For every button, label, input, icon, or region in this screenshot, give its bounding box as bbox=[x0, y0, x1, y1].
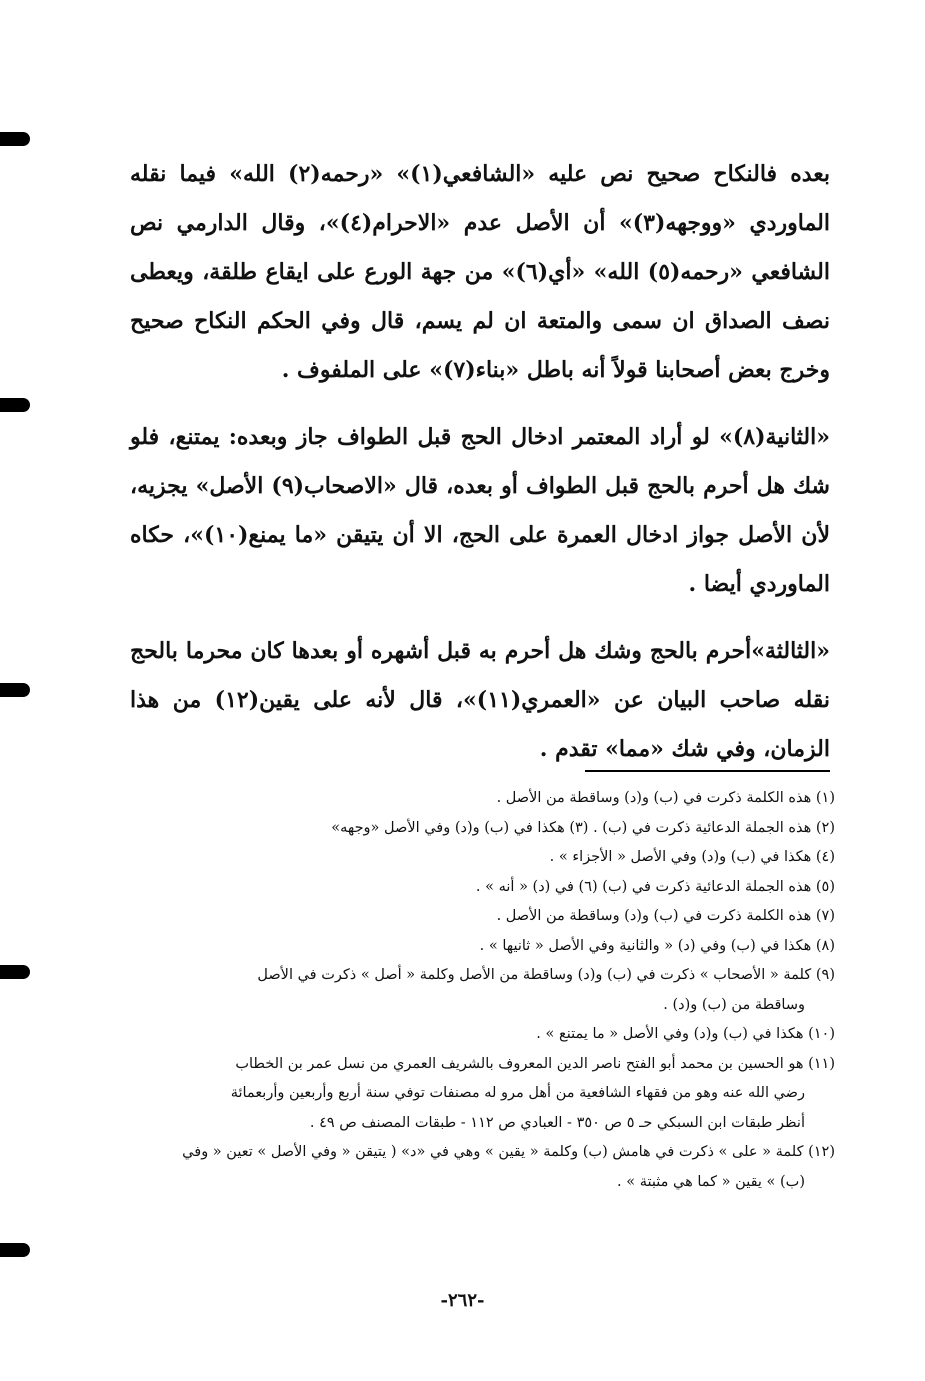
scan-edge-mark bbox=[0, 132, 30, 146]
footnote: (٨) هكذا في (ب) وفي (د) « والثانية وفي الأصل « ثانيها » . bbox=[479, 937, 835, 954]
footnote: (١١) هو الحسين بن محمد أبو الفتح ناصر الدين المعروف بالشريف العمري من نسل عمر بن الخطاب bbox=[235, 1055, 835, 1072]
scan-edge-mark bbox=[0, 683, 30, 697]
paragraph: «الثالثة»أحرم بالحج وشك هل أحرم به قبل أشهره أو بعدها كان محرما بالحج نقله صاحب البيان عن «العمري(١١)»، قال لأنه على يقين(١٢) من هذا الزمان، وفي شك «مما» تقدم . bbox=[130, 638, 831, 762]
page-number: -٢٦٢- bbox=[440, 1290, 485, 1311]
paragraph: «الثانية(٨)» لو أراد المعتمر ادخال الحج قبل الطواف جاز وبعده: يمتنع، فلو شك هل أحرم بالحج قبل الطواف أو بعده، قال «الاصحاب(٩) الأصل» يجزيه، لأن الأصل جواز ادخال العمرة على الحج، الا أن يتيقن «ما يمنع(١٠)»، حكاه الماوردي أيضا . bbox=[130, 424, 830, 597]
scan-edge-mark bbox=[0, 1243, 30, 1257]
scan-edge-mark bbox=[0, 965, 30, 979]
footnote-continuation: أنظر طبقات ابن السبكي حـ ٥ ص ٣٥٠ - العبادي ص ١١٢ - طبقات المصنف ص ٤٩ . bbox=[309, 1114, 805, 1131]
footnote: (١٠) هكذا في (ب) و(د) وفي الأصل « ما يمتنع » . bbox=[536, 1026, 835, 1042]
footnote: (١٢) كلمة « على » ذكرت في هامش (ب) وكلمة « يقين » وهي في «د» ( يتيقن « وفي الأصل » تعين « وفي bbox=[182, 1144, 835, 1160]
footnote: (١) هذه الكلمة ذكرت في (ب) و(د) وساقطة من الأصل . bbox=[496, 790, 835, 806]
footnote: (٥) هذه الجملة الدعائية ذكرت في (ب) (٦) في (د) « أنه » . bbox=[475, 878, 835, 895]
footnote: (٧) هذه الكلمة ذكرت في (ب) و(د) وساقطة من الأصل . bbox=[496, 908, 835, 924]
footnote: (٤) هكذا في (ب) و(د) وفي الأصل « الأجزاء » . bbox=[549, 849, 835, 865]
scan-edge-mark bbox=[0, 398, 30, 412]
footnote-continuation: (ب) » يقين « كما هي مثبتة » . bbox=[617, 1173, 805, 1190]
footnote: (٢) هذه الجملة الدعائية ذكرت في (ب) . (٣) هكذا في (ب) و(د) وفي الأصل «وجهه» bbox=[331, 819, 835, 836]
footnote: (٩) كلمة « الأصحاب » ذكرت في (ب) و(د) وساقطة من الأصل وكلمة « أصل » ذكرت في الأصل bbox=[257, 967, 835, 983]
paragraph: بعده فالنكاح صحيح نص عليه «الشافعي(١)» «رحمه(٢) الله» فيما نقله الماوردي «ووجهه(٣)» أن الأصل عدم «الاحرام(٤)»، وقال الدارمي نص الشافعي «رحمه(٥) الله» «أي(٦)» من جهة الورع على ايقاع طلقة، ويعطى نصف الصداق ان سمى والمتعة ان لم يسم، قال وفي الحكم النكاح صحيح وخرج بعض أصحابنا قولاً أنه باطل «بناء(٧)» على الملفوف . bbox=[130, 161, 831, 383]
footnote-continuation: وساقطة من (ب) و(د) . bbox=[663, 996, 805, 1013]
footnote-separator bbox=[585, 770, 830, 772]
main-text bbox=[130, 150, 830, 792]
footnotes bbox=[145, 784, 835, 1197]
footnote-continuation: رضي الله عنه وهو من فقهاء الشافعية من أهل مرو له مصنفات توفي سنة أربع وأربعين وأربعمائة bbox=[230, 1085, 805, 1101]
